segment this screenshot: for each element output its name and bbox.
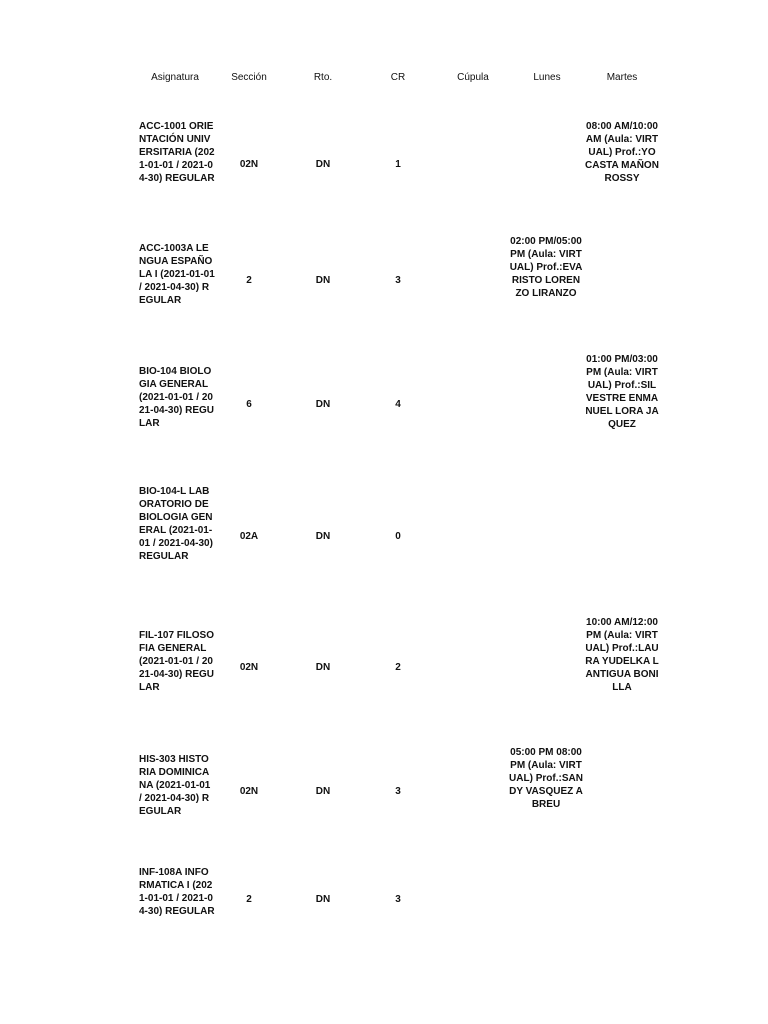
asignatura-cell: ACC-1003A LENGUA ESPAÑOLA I (2021-01-01 / 2021-04-30) REGULAR [139, 243, 215, 306]
asignatura-cell: BIO-104 BIOLOGIA GENERAL (2021-01-01 / 2021-04-30) REGULAR [139, 366, 215, 429]
rto-cell: DN [315, 894, 331, 905]
cr-cell: 4 [395, 399, 401, 410]
rto-cell: DN [315, 159, 331, 170]
rto-cell: DN [315, 399, 331, 410]
asignatura-cell: HIS-303 HISTORIA DOMINICANA (2021-01-01 / 2021-04-30) REGULAR [139, 754, 211, 817]
rto-cell: DN [315, 786, 331, 797]
header-asignatura: Asignatura [151, 72, 199, 83]
cr-cell: 2 [395, 662, 401, 673]
lunes-cell: 05:00 PM 08:00PM (Aula: VIRTUAL) Prof.:SANDY VASQUEZ ABREU [509, 747, 583, 810]
seccion-cell: 6 [246, 399, 252, 410]
rto-cell: DN [315, 531, 331, 542]
asignatura-cell: BIO-104-L LABORATORIO DE BIOLOGIA GENERAL (2021-01-01 / 2021-04-30) REGULAR [139, 486, 213, 562]
rto-cell: DN [315, 662, 331, 673]
seccion-cell: 2 [246, 894, 252, 905]
lunes-cell: 02:00 PM/05:00PM (Aula: VIRTUAL) Prof.:EVARISTO LORENZO LIRANZO [509, 236, 583, 299]
seccion-cell: 02N [239, 159, 259, 170]
header-rto: Rto. [313, 72, 333, 83]
header-martes: Martes [606, 72, 638, 83]
cr-cell: 1 [395, 159, 401, 170]
asignatura-cell: FIL-107 FILOSOFIA GENERAL (2021-01-01 / 2021-04-30) REGULAR [139, 630, 215, 693]
asignatura-cell: INF-108A INFORMATICA I (2021-01-01 / 2021-04-30) REGULAR [139, 867, 215, 917]
asignatura-cell: ACC-1001 ORIENTACIÓN UNIVERSITARIA (2021-01-01 / 2021-04-30) REGULAR [139, 121, 215, 184]
seccion-cell: 2 [246, 275, 252, 286]
martes-cell: 01:00 PM/03:00PM (Aula: VIRTUAL) Prof.:SILVESTRE ENMANUEL LORA JAQUEZ [585, 354, 659, 430]
martes-cell: 08:00 AM/10:00AM (Aula: VIRTUAL) Prof.:YOCASTA MAÑON ROSSY [585, 121, 659, 184]
seccion-cell: 02N [239, 786, 259, 797]
header-lunes: Lunes [533, 72, 561, 83]
cr-cell: 0 [395, 531, 401, 542]
cr-cell: 3 [395, 786, 401, 797]
seccion-cell: 02A [239, 531, 259, 542]
martes-cell: 10:00 AM/12:00PM (Aula: VIRTUAL) Prof.:LAURA YUDELKA LANTIGUA BONILLA [585, 617, 659, 693]
rto-cell: DN [315, 275, 331, 286]
header-cr: CR [390, 72, 406, 83]
header-seccion: Sección [231, 72, 267, 83]
cr-cell: 3 [395, 894, 401, 905]
cr-cell: 3 [395, 275, 401, 286]
seccion-cell: 02N [239, 662, 259, 673]
header-cupula: Cúpula [457, 72, 489, 83]
